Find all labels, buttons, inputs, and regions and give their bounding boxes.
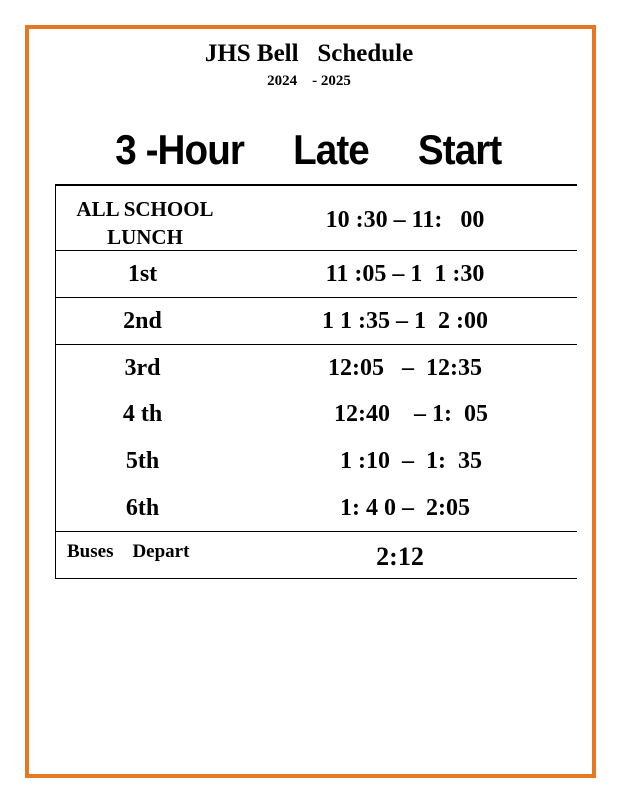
period-label-5th: 5th — [125, 448, 160, 474]
page-title: JHS Bell Schedule — [204, 40, 414, 67]
school-year: 2024 - 2025 — [267, 73, 351, 89]
row-divider — [55, 531, 577, 532]
period-time-4th: 12:40 – 1: 05 — [322, 401, 488, 427]
period-time-6th: 1: 4 0 – 2:05 — [340, 495, 470, 521]
buses-depart-time: 2:12 — [376, 542, 424, 571]
period-time-lunch: 10 :30 – 11: 00 — [325, 207, 485, 233]
period-label-4th: 4 th — [122, 401, 163, 427]
period-time-3rd: 12:05 – 12:35 — [328, 355, 482, 381]
period-label-2nd: 2nd — [123, 308, 162, 334]
row-divider — [55, 344, 577, 345]
schedule-heading: 3 -Hour Late Start — [115, 126, 502, 173]
row-divider — [55, 297, 577, 298]
period-time-1st: 11 :05 – 1 1 :30 — [325, 261, 485, 287]
period-time-5th: 1 :10 – 1: 35 — [328, 448, 482, 474]
period-label-6th: 6th — [125, 495, 160, 521]
period-label-1st: 1st — [127, 261, 158, 287]
period-label-3rd: 3rd — [124, 355, 161, 381]
period-time-2nd: 1 1 :35 – 1 2 :00 — [322, 308, 488, 334]
buses-depart-label: Buses Depart — [67, 541, 190, 562]
period-label-lunch: ALL SCHOOL LUNCH — [76, 197, 214, 249]
